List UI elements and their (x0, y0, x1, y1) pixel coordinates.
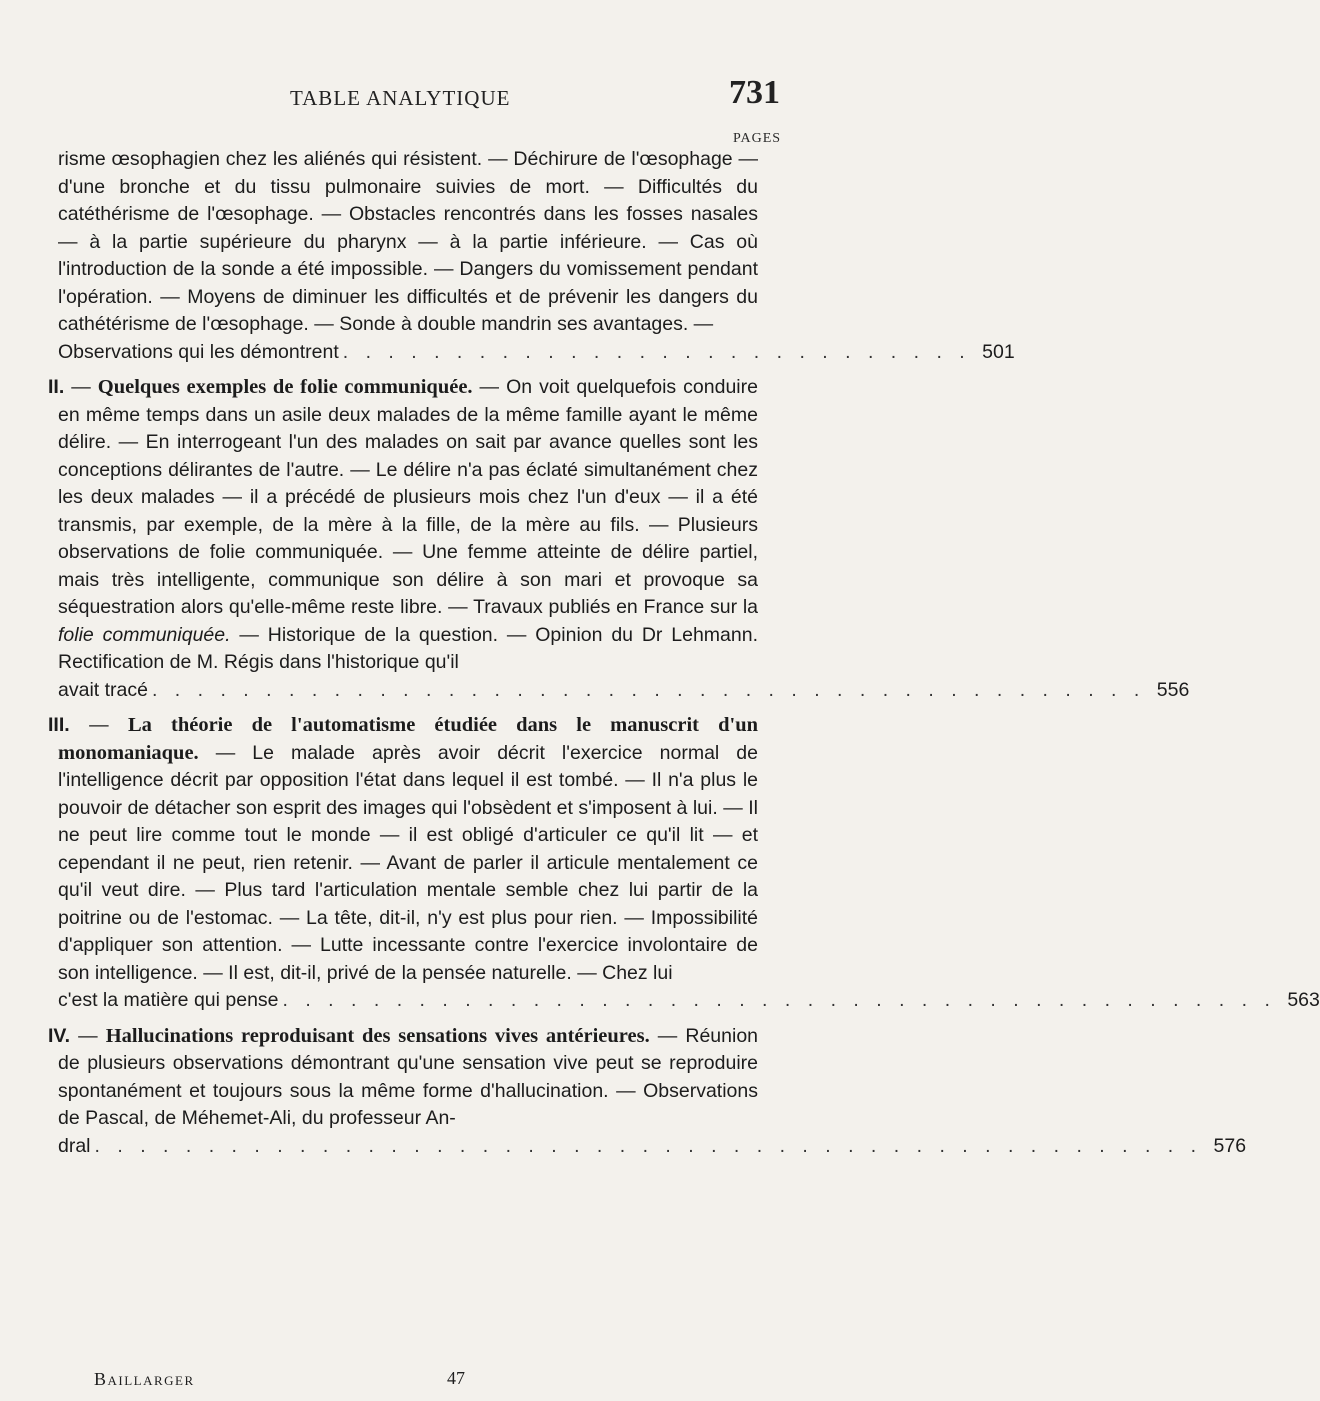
entry-heading: La théorie de l'automatisme étudiée dans le manuscrit d'un monomaniaque. (58, 714, 758, 764)
entry-continued (58, 146, 1015, 366)
footer-signature-mark: 47 (447, 1368, 465, 1388)
table-of-contents-body (48, 146, 1320, 1160)
page-number: 731 (729, 74, 780, 111)
entry-paragraph: IV. — Hallucinations reproduisant des sensations vives antérieures. — Réunion de plusieurs observations démontrant qu'une sensation vive peut se reproduire spontanément et toujours sous la même forme d'hallucination. — Observations de Pascal, de Méhemet-Ali, du professeur An- (48, 1024, 759, 1129)
entry-last-line: Observations qui les démontrent (58, 340, 339, 363)
entry-paragraph: II. — Quelques exemples de folie communiquée. — On voit quelquefois conduire en même temps dans un asile deux malades de la même famille ayant le même délire. — En interrogeant l'un des malades on sait par avance quelles sont les conceptions délirantes de l'autre. — Le délire n'a pas éclaté simultanément chez les deux malades — il a précédé de plusieurs mois chez l'un d'eux — il a été transmis, par exemple, de la mère à la fille, de la mère au fils. — Plusieurs observations de folie communiquée. — Une femme atteinte de délire partiel, mais très intelligente, communique son délire à son mari et provoque sa séquestration alors qu'elle-même reste libre. — Travaux publiés en France sur la folie communiquée. — Historique de la question. — Opinion du Dr Lehmann. Rectification de M. Régis dans l'historique qu'il (48, 376, 759, 673)
entry-II (48, 374, 1190, 704)
running-title: TABLE ANALYTIQUE (290, 86, 511, 110)
entry-text: On voit quelquefois conduire en même temps dans un asile deux malades de la même famille ayant le même délire. — En interrogeant l'un des malades on sait par avance quelles sont les conceptions délirantes de l'autre. — Le délire n'a pas éclaté simultanément chez les deux malades — il a précédé de plusieurs mois chez l'un d'eux — il a été transmis, par exemple, de la mère à la fille, de la mère au fils. — Plusieurs observations de folie communiquée. — Une femme atteinte de délire partiel, mais très intelligente, communique son délire à son mari et provoque sa séquestration alors qu'elle-même reste libre. — Travaux publiés en France sur la (58, 376, 758, 618)
dot-leader: . . . . . . . . . . . . . . . . . . . . . . . . . . . . . . . . . . . . . . . . . . . . (282, 989, 1276, 1011)
entry-italic: folie communiquée. (58, 623, 231, 646)
entry-last-line: avait tracé (58, 678, 148, 701)
entry-III (48, 712, 1320, 1015)
entry-page-number: 501 (982, 340, 1015, 363)
entry-numeral: IV. (48, 1024, 71, 1047)
entry-numeral: II. (48, 376, 65, 398)
entry-reference-line (58, 1133, 1247, 1161)
entry-last-line: c'est la matière qui pense (58, 989, 279, 1011)
entry-IV (48, 1023, 1247, 1161)
footer-author: Baillarger (94, 1369, 195, 1389)
entry-text: risme œsophagien chez les aliénés qui résistent. — Déchirure de l'œsophage — d'une bronche et du tissu pulmonaire suivies de mort. — Difficultés du catéthérisme de l'œsophage. — Obstacles rencontrés dans les fosses nasales — à la partie supérieure du pharynx — à la partie inférieure. — Cas où l'introduction de la sonde a été impossible. — Dangers du vomissement pendant l'opération. — Moyens de diminuer les difficultés et de prévenir les dangers du cathétérisme de l'œsophage. — Sonde à double mandrin ses avantages. — (58, 148, 758, 335)
entry-heading: Hallucinations reproduisant des sensations vives antérieures. (105, 1024, 650, 1047)
pages-column-label: PAGES (733, 131, 782, 146)
dot-leader: . . . . . . . . . . . . . . . . . . . . . . . . . . . . (342, 340, 971, 363)
dot-leader: . . . . . . . . . . . . . . . . . . . . . . . . . . . . . . . . . . . . . . . . . . . . . . . . . (94, 1134, 1203, 1157)
entry-reference-line (58, 339, 1015, 367)
entry-page-number: 576 (1213, 1134, 1247, 1157)
entry-text: Réunion de plusieurs observations démontrant qu'une sensation vive peut se reproduire spontanément et toujours sous la même forme d'hallucination. — Observations de Pascal, de Méhemet-Ali, du professeur An- (58, 1024, 759, 1129)
entry-reference-line (58, 987, 1320, 1015)
dot-leader: . . . . . . . . . . . . . . . . . . . . . . . . . . . . . . . . . . . . . . . . . . . . (151, 678, 1146, 701)
entry-text-continued: — Historique de la question. — Opinion du Dr Lehmann. Rectification de M. Régis dans l'historique qu'il (58, 623, 759, 673)
entry-paragraph: III. — La théorie de l'automatisme étudiée dans le manuscrit d'un monomaniaque. — Le malade après avoir décrit l'exercice normal de l'intelligence décrit par opposition l'état dans lequel il est tombé. — Il n'a plus le pouvoir de détacher son esprit des images qui l'obsèdent et s'imposent à lui. — Il ne peut lire comme tout le monde — il est obligé d'articuler ce qu'il lit — et cependant il ne peut, rien retenir. — Avant de parler il articule mentalement ce qu'il veut dire. — Plus tard l'articulation mentale semble chez lui partir de la poitrine ou de l'estomac. — La tête, dit-il, n'y est plus pour rien. — Impossibilité d'appliquer son attention. — Lutte incessante contre l'exercice involontaire de son intelligence. — Il est, dit-il, privé de la pensée naturelle. — Chez lui (48, 714, 758, 984)
entry-reference-line (58, 677, 1190, 705)
entry-text: Le malade après avoir décrit l'exercice normal de l'intelligence décrit par opposition l'état dans lequel il est tombé. — Il n'a plus le pouvoir de détacher son esprit des images qui l'obsèdent et s'imposent à lui. — Il ne peut lire comme tout le monde — il est obligé d'articuler ce qu'il lit — et cependant il ne peut, rien retenir. — Avant de parler il articule mentalement ce qu'il veut dire. — Plus tard l'articulation mentale semble chez lui partir de la poitrine ou de l'estomac. — La tête, dit-il, n'y est plus pour rien. — Impossibilité d'appliquer son attention. — Lutte incessante contre l'exercice involontaire de son intelligence. — Il est, dit-il, privé de la pensée naturelle. — Chez lui (58, 741, 758, 984)
entry-page-number: 556 (1156, 678, 1190, 701)
entry-heading: Quelques exemples de folie communiquée. (97, 376, 473, 398)
entry-page-number: 563 (1287, 989, 1320, 1011)
entry-last-line: dral (58, 1134, 91, 1157)
entry-numeral: III. (48, 714, 70, 736)
